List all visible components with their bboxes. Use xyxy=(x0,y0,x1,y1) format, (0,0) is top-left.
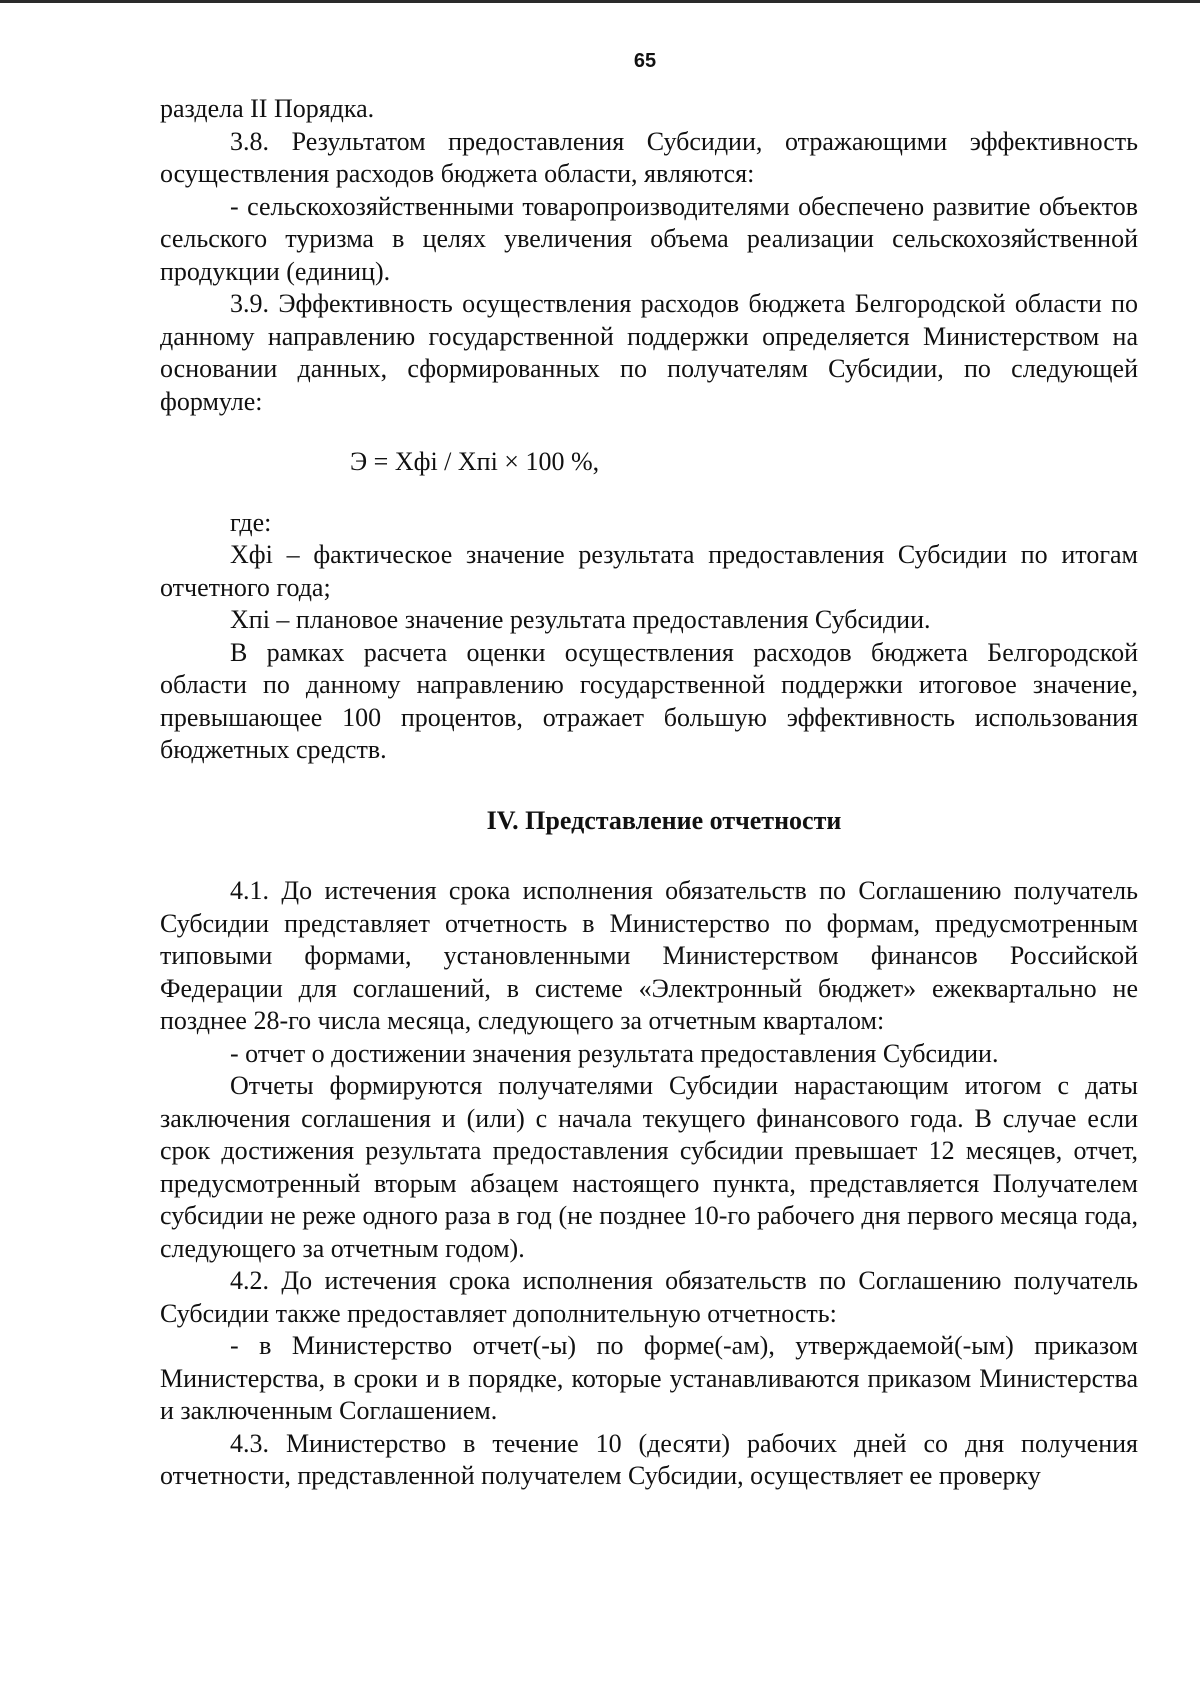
efficiency-formula: Э = Хфi / Хпi × 100 %, xyxy=(350,447,600,476)
paragraph-4-3: 4.3. Министерство в течение 10 (десяти) рабочих дней со дня получения отчетности, представленной получателем Субсидии, осуществляет ее проверку xyxy=(160,1428,1138,1490)
document-body xyxy=(160,93,1138,1493)
paragraph-evaluation: В рамках расчета оценки осуществления расходов бюджета Белгородской области по данному направлению государственной поддержки итоговое значение, превышающее 100 процентов, отражает большую эффективность использования бюджетных средств. xyxy=(160,637,1138,764)
paragraph-reports-cumulative: Отчеты формируются получателями Субсидии нарастающим итогом с даты заключения соглашения и (или) с начала текущего финансового года. В случае если срок достижения результата предоставления субсидии превышает 12 месяцев, отчет, предусмотренный вторым абзацем настоящего пункта, представляется Получателем субсидии не реже одного раза в год (не позднее 10-го рабочего дня первого месяца года, следующего за отчетным годом). xyxy=(160,1071,1138,1263)
paragraph-3-8: 3.8. Результатом предоставления Субсидии, отражающими эффективность осуществления расходов бюджета области, являются: xyxy=(160,126,1138,188)
paragraph-report-item: - отчет о достижении значения результата предоставления Субсидии. xyxy=(230,1038,999,1068)
paragraph-xpi-definition: Хпi – плановое значение результата предоставления Субсидии. xyxy=(230,605,931,634)
paragraph-xfi-definition: Хфi – фактическое значение результата предоставления Субсидии по итогам отчетного года; xyxy=(160,540,1138,602)
paragraph-section-ref: раздела II Порядка. xyxy=(160,94,375,123)
paragraph-4-1: 4.1. До истечения срока исполнения обязательств по Соглашению получатель Субсидии представляет отчетность в Министерство по формам, предусмотренным типовыми формами, установленными Министерством финансов Российской Федерации для соглашений, в системе «Электронный бюджет» ежеквартально не позднее 28-го числа месяца, следующего за отчетным кварталом: xyxy=(160,876,1138,1035)
paragraph-4-2: 4.2. До истечения срока исполнения обязательств по Соглашению получатель Субсидии также предоставляет дополнительную отчетность: xyxy=(160,1266,1138,1328)
page-number: 65 xyxy=(633,50,657,72)
section-heading-iv: IV. Представление отчетности xyxy=(486,805,842,835)
paragraph-where: где: xyxy=(230,507,272,537)
paragraph-ministry-report-item: - в Министерство отчет(-ы) по форме(-ам), утверждаемой(-ым) приказом Министерства, в сроки и в порядке, которые устанавливаются приказом Министерства и заключенным Соглашением. xyxy=(160,1331,1138,1425)
page-top-rule xyxy=(0,0,1200,3)
paragraph-3-9: 3.9. Эффективность осуществления расходов бюджета Белгородской области по данному направлению государственной поддержки определяется Министерством на основании данных, сформированных по получателям Субсидии, по следующей формуле: xyxy=(160,289,1138,416)
paragraph-result-item: - сельскохозяйственными товаропроизводителями обеспечено развитие объектов сельского туризма в целях увеличения объема реализации сельскохозяйственной продукции (единиц). xyxy=(160,191,1138,286)
